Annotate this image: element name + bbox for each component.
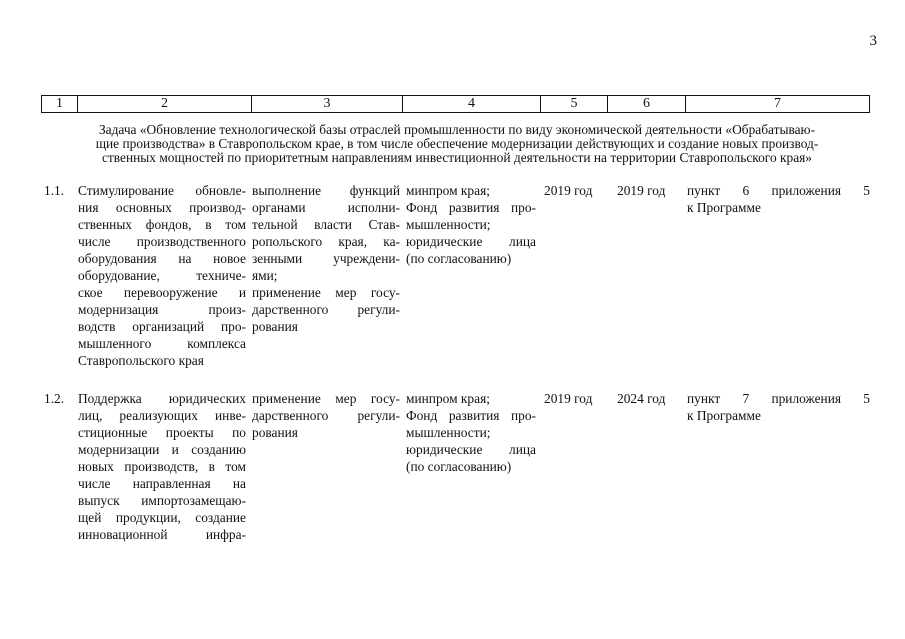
row-number: 1.1. [44,183,65,198]
end-year: 2024 год [617,391,666,406]
task-line: ственных мощностей по приоритетным направлениям инвестиционной деятельности на территории Ставропольского края» [101,150,813,165]
event-mechanism: применение мер госу- дарственного регули- рования [252,391,400,440]
column-numbers-header [41,95,870,113]
header-col-7: 7 [686,96,870,113]
start-year: 2019 год [544,391,593,406]
header-col-6: 6 [608,96,686,113]
event-mechanism: выполнение функций органами исполни- тельной власти Став- ропольского края, ка- зенными учреждени- ями; применение мер госу- дарственного регули- рования [252,183,400,334]
task-heading [44,123,870,165]
header-col-1: 1 [42,96,78,113]
task-line: Задача «Обновление технологической базы отраслей промышленности по виду экономической деятельности «Обрабатываю- [98,122,816,137]
start-year: 2019 год [544,183,593,198]
event-name: Стимулирование обновле- ния основных производ- ственных фондов, в том числе производственного оборудования на новое оборудование, техниче- ское перевооружение и модернизация произ- водств организаций про- мышленного комплекса Ставропольского края [78,183,246,368]
header-col-4: 4 [403,96,541,113]
end-year: 2019 год [617,183,666,198]
indicator-link: пункт 7 приложения 5 к Программе [687,391,870,423]
page-number: 3 [869,33,877,49]
indicator-link: пункт 6 приложения 5 к Программе [687,183,870,215]
task-line: щие производства» в Ставропольском крае, в том числе обеспечение модернизации действующих и создание новых производ- [95,136,819,151]
event-executors: минпром края; Фонд развития про- мышленности; юридические лица (по согласованию) [406,183,536,266]
header-col-5: 5 [541,96,608,113]
row-number: 1.2. [44,391,65,406]
event-name: Поддержка юридических лиц, реализующих инве- стиционные проекты по модернизации и созданию новых производств, в том числе направленная на выпуск импортозамещаю- щей продукции, создание инновационной инфра- [78,391,246,542]
header-col-2: 2 [78,96,252,113]
event-executors: минпром края; Фонд развития про- мышленности; юридические лица (по согласованию) [406,391,536,474]
header-col-3: 3 [252,96,403,113]
